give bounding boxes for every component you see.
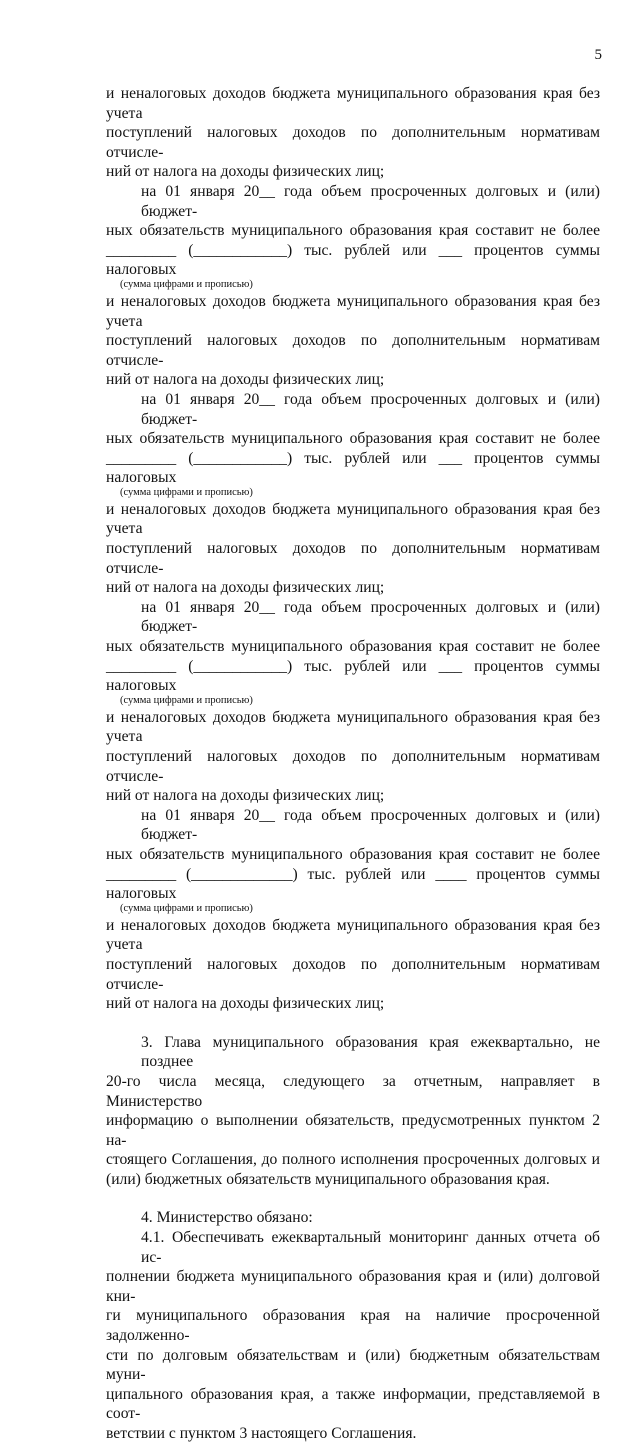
page-number: 5 bbox=[594, 47, 602, 63]
text-line: поступлений налоговых доходов по дополнительным нормативам отчисле- bbox=[106, 748, 600, 785]
text-line: ных обязательств муниципального образования края составит не более bbox=[106, 638, 600, 656]
text-line: ципального образования края, а также информации, представляемой в соот- bbox=[106, 1385, 600, 1423]
text-line: стоящего Соглашения, до полного исполнения просроченных долговых и bbox=[106, 1151, 600, 1169]
text-line: 20-го числа месяца, следующего за отчетным, направляет в Министерство bbox=[106, 1072, 600, 1110]
text-line: на 01 января 20__ года объем просроченных долговых и (или) бюджет- bbox=[141, 598, 600, 636]
text-line: ных обязательств муниципального образования края составит не более bbox=[106, 430, 600, 448]
text-line: ных обязательств муниципального образования края составит не более bbox=[106, 845, 600, 863]
field-caption: (сумма цифрами и прописью) bbox=[120, 694, 253, 706]
deadline-paragraph bbox=[106, 182, 600, 291]
text-line: ний от налога на доходы физических лиц; bbox=[106, 579, 385, 597]
text-line: _________ (____________) тыс. рублей или ___ процентов суммы налоговых bbox=[106, 241, 600, 279]
text-line: поступлений налоговых доходов по дополнительным нормативам отчисле- bbox=[106, 332, 600, 369]
income-paragraph bbox=[106, 708, 600, 806]
text-line: информацию о выполнении обязательств, предусмотренных пунктом 2 на- bbox=[106, 1112, 600, 1149]
income-paragraph bbox=[106, 916, 600, 1014]
section-4-paragraph bbox=[106, 1208, 600, 1443]
text-line: _________ (____________) тыс. рублей или ___ процентов суммы налоговых bbox=[106, 449, 600, 487]
text-line: на 01 января 20__ года объем просроченных долговых и (или) бюджет- bbox=[141, 806, 600, 844]
text-line: ний от налога на доходы физических лиц; bbox=[106, 787, 385, 805]
text-line: и неналоговых доходов бюджета муниципального образования края без учета bbox=[106, 708, 600, 746]
text-line: поступлений налоговых доходов по дополнительным нормативам отчисле- bbox=[106, 955, 600, 993]
text-line: (или) бюджетных обязательств муниципального образования края. bbox=[106, 1170, 550, 1188]
income-paragraph bbox=[106, 84, 600, 182]
text-line: 4.1. Обеспечивать ежеквартальный мониторинг данных отчета об ис- bbox=[141, 1229, 600, 1266]
deadline-paragraph bbox=[106, 806, 600, 915]
text-line: 3. Глава муниципального образования края ежеквартально, не позднее bbox=[141, 1033, 600, 1071]
text-line: _________ (____________) тыс. рублей или ___ процентов суммы налоговых bbox=[106, 657, 600, 695]
text-line: ги муниципального образования края на наличие просроченной задолженно- bbox=[106, 1307, 600, 1345]
text-line: ных обязательств муниципального образования края составит не более bbox=[106, 222, 600, 240]
text-line: и неналоговых доходов бюджета муниципального образования края без учета bbox=[106, 916, 600, 954]
section-3-paragraph bbox=[106, 1033, 600, 1190]
text-line: ний от налога на доходы физических лиц; bbox=[106, 163, 385, 181]
text-line: и неналоговых доходов бюджета муниципального образования края без учета bbox=[106, 292, 600, 330]
field-caption: (сумма цифрами и прописью) bbox=[120, 278, 253, 290]
text-line: ний от налога на доходы физических лиц; bbox=[106, 995, 385, 1013]
text-line: полнении бюджета муниципального образования края и (или) долговой кни- bbox=[106, 1268, 600, 1305]
field-caption: (сумма цифрами и прописью) bbox=[120, 902, 253, 914]
text-line: ний от налога на доходы физических лиц; bbox=[106, 371, 385, 389]
section-4-heading: 4. Министерство обязано: bbox=[141, 1209, 313, 1227]
deadline-paragraph bbox=[106, 598, 600, 707]
text-line: и неналоговых доходов бюджета муниципального образования края без учета bbox=[106, 85, 600, 122]
income-paragraph bbox=[106, 500, 600, 598]
text-line: на 01 января 20__ года объем просроченных долговых и (или) бюджет- bbox=[141, 390, 600, 428]
text-line: поступлений налоговых доходов по дополнительным нормативам отчисле- bbox=[106, 540, 600, 577]
income-paragraph bbox=[106, 292, 600, 390]
text-line: _________ (_____________) тыс. рублей или ____ процентов суммы налоговых bbox=[106, 865, 600, 903]
deadline-paragraph bbox=[106, 390, 600, 499]
text-line: ветствии с пунктом 3 настоящего Соглашения. bbox=[106, 1425, 417, 1442]
text-line: сти по долговым обязательствам и (или) бюджетным обязательствам муни- bbox=[106, 1346, 600, 1384]
text-line: поступлений налоговых доходов по дополнительным нормативам отчисле- bbox=[106, 124, 600, 161]
field-caption: (сумма цифрами и прописью) bbox=[120, 486, 253, 498]
document-body bbox=[106, 84, 600, 1444]
text-line: на 01 января 20__ года объем просроченных долговых и (или) бюджет- bbox=[141, 182, 600, 220]
text-line: и неналоговых доходов бюджета муниципального образования края без учета bbox=[106, 500, 600, 538]
